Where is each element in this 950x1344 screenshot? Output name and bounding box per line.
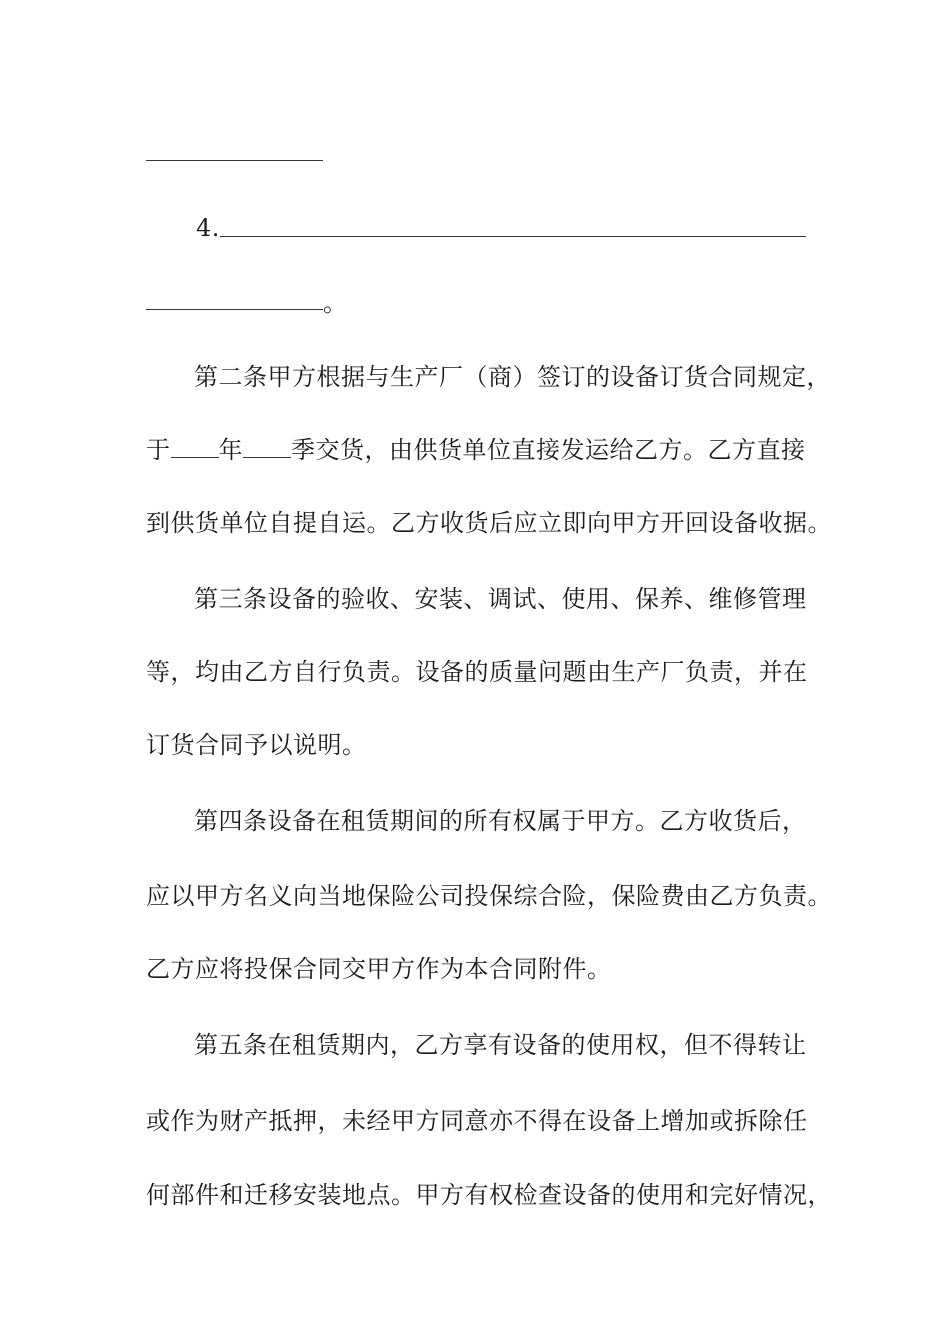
article-3-line-1: 第三条设备的验收、安装、调试、使用、保养、维修管理 — [194, 585, 807, 613]
continuation-end: 。 — [323, 289, 348, 317]
article-2-line-1: 第二条甲方根据与生产厂（商）签订的设备订货合同规定， — [194, 363, 831, 391]
article-2-line-2: 于 年 季交货，由供货单位直接发运给乙方。乙方直接 — [146, 436, 806, 464]
fill-blank-year — [171, 456, 219, 458]
fill-blank-line — [220, 236, 806, 237]
article-3-line-2: 等，均由乙方自行负责。设备的质量问题由生产厂负责，并在 — [146, 658, 808, 686]
article-3-line-3: 订货合同予以说明。 — [146, 731, 367, 759]
fill-blank-line — [146, 160, 323, 161]
article-4-line-2: 应以甲方名义向当地保险公司投保综合险，保险费由乙方负责。 — [146, 882, 832, 910]
article-5-line-2: 或作为财产抵押，未经甲方同意亦不得在设备上增加或拆除任 — [146, 1107, 808, 1135]
item-number: 4. — [196, 214, 220, 242]
article-4-line-3: 乙方应将投保合同交甲方作为本合同附件。 — [146, 955, 612, 983]
fill-blank-season — [243, 456, 291, 458]
item-4-line — [196, 213, 220, 243]
article-2-line-3: 到供货单位自提自运。乙方收货后应立即向甲方开回设备收据。 — [146, 509, 832, 537]
article-5-line-3: 何部件和迁移安装地点。甲方有权检查设备的使用和完好情况， — [146, 1181, 832, 1209]
article-4-line-1: 第四条设备在租赁期间的所有权属于甲方。乙方收货后， — [194, 807, 807, 835]
fill-blank-line — [146, 309, 323, 310]
article-5-line-1: 第五条在租赁期内，乙方享有设备的使用权，但不得转让 — [194, 1031, 807, 1059]
